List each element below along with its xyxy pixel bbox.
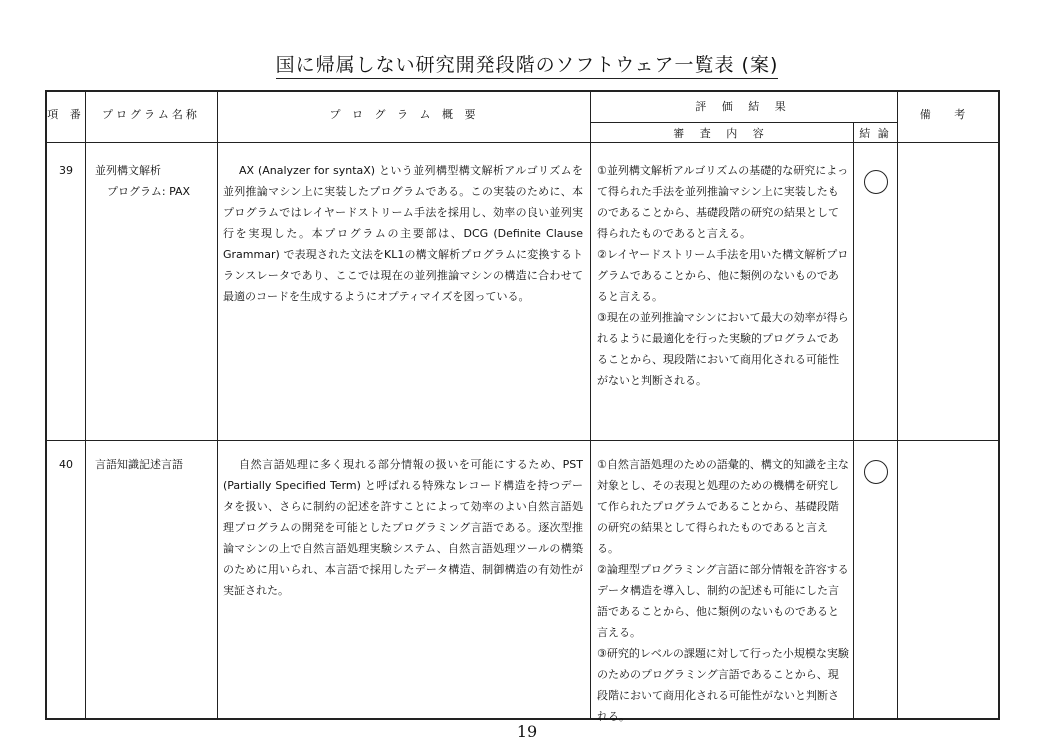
review-point: ②レイヤードストリーム手法を用いた構文解析プログラムであることから、他に類例のないものであると言える。 [597, 248, 849, 303]
review-point: ②論理型プログラミング言語に部分情報を許容するデータ構造を導入し、制約の記述も可能にした言語であることから、他に類例のないものであると言える。 [597, 563, 849, 639]
page-title: 国に帰属しない研究開発段階のソフトウェア一覧表 (案) [0, 50, 1054, 77]
row-item-no: 40 [59, 458, 73, 471]
header-review-content: 審 査 内 容 [673, 127, 770, 140]
conclusion-circle-icon [864, 170, 888, 194]
row-program-overview: 自然言語処理に多く現れる部分情報の扱いを可能にするため、PST (Partially Specified Term) と呼ばれる特殊なレコード構造を持つデータを扱い、さらに制約の記述を許すことによって効率のよい自然言語処理プログラムの開発を可能としたプログラミング言語である。逐次型推論マシンの上で自然言語処理実験システム、自然言語処理ツールの構築のために用いられ、本言語で採用したデータ構造、制御構造の有効性が実証された。 [223, 458, 583, 597]
row-program-name [95, 160, 215, 202]
header-bottom-line [47, 142, 998, 143]
program-name-line: 並列構文解析 [95, 164, 161, 177]
header-evaluation-result: 評 価 結 果 [695, 100, 792, 113]
header-conclusion: 結 論 [859, 127, 891, 140]
row-divider [47, 440, 998, 441]
column-divider [853, 122, 854, 718]
row-review-content [597, 160, 849, 391]
review-point: ①自然言語処理のための語彙的、構文的知識を主な対象とし、その表現と処理のための機構を研究して作られたプログラムであることから、基礎段階の研究の結果として得られたものであると言える。 [597, 458, 849, 555]
row-review-content [597, 454, 849, 727]
review-point: ①並列構文解析アルゴリズムの基礎的な研究によって得られた手法を並列推論マシン上に実装したものであることから、基礎段階の研究の結果として得られたものであると言える。 [597, 164, 849, 240]
row-item-no: 39 [59, 164, 73, 177]
conclusion-circle-icon [864, 460, 888, 484]
software-list-table [45, 90, 1000, 723]
header-item-no: 項 番 [47, 108, 85, 121]
row-divider [590, 122, 897, 123]
header-program-overview: プ ロ グ ラ ム 概 要 [329, 108, 480, 121]
column-divider [590, 92, 591, 718]
row-program-overview: AX (Analyzer for syntaX) という並列構型構文解析アルゴリズムを並列推論マシン上に実装したプログラムである。この実装のために、本プログラムではレイヤードストリーム手法を採用し、効率の良い並列実行を実現した。本プログラムの主要部は、DCG (Definite Clause Grammar) で表現された文法をKL1の構文解析プログラムに変換するトランスレータであり、ここでは現在の並列推論マシンの構造に合わせて最適のコードを生成するようにオプティマイズを図っている。 [223, 164, 583, 303]
review-point: ③現在の並列推論マシンにおいて最大の効率が得られるように最適化を行った実験的プログラムであることから、現段階において商用化される可能性がないと判断される。 [597, 311, 849, 387]
column-divider [897, 92, 898, 718]
program-name-line: プログラム: PAX [107, 185, 191, 198]
column-divider [85, 92, 86, 718]
review-point: ③研究的レベルの課題に対して行った小規模な実験のためのプログラミング言語であることから、現段階において商用化される可能性がないと判断される。 [597, 647, 849, 723]
program-name-line: 言語知識記述言語 [95, 458, 183, 471]
header-remarks: 備 考 [919, 108, 976, 121]
page-number: 19 [516, 722, 538, 741]
header-program-name: プログラム名称 [102, 108, 200, 121]
row-program-name [95, 454, 215, 475]
column-divider [217, 92, 218, 718]
